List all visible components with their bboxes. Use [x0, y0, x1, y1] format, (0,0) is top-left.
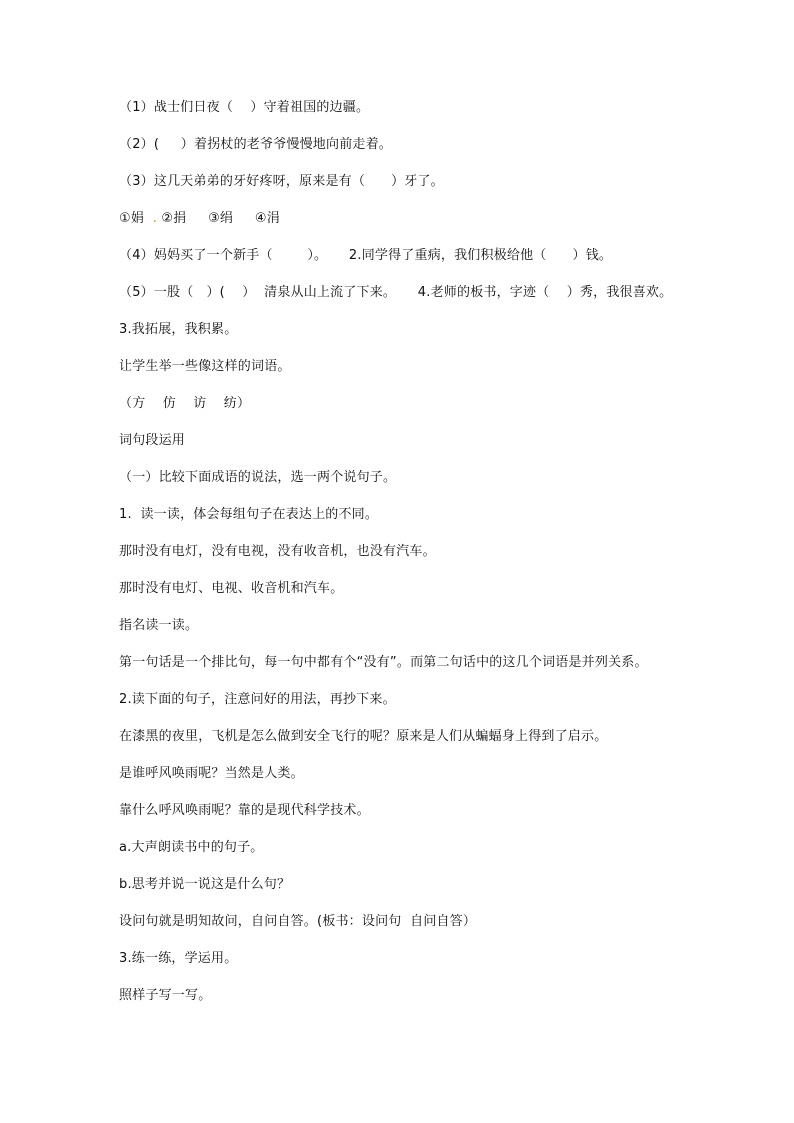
- example-sentence-1: 那时没有电灯，没有电视，没有收音机，也没有汽车。: [119, 544, 436, 559]
- question-line-3: （3）这几天弟弟的牙好疼呀，原来是有（ ）牙了。: [119, 174, 444, 189]
- section-heading-usage: 词句段运用: [119, 433, 186, 448]
- explanation-line: 第一句话是一个排比句，每一句中都有个“没有”。而第二句话中的这几个词语是并列关系。: [119, 655, 648, 670]
- example-sentence-2: 那时没有电灯、电视、收音机和汽车。: [119, 581, 344, 596]
- example-question-2: 是谁呼风唤雨呢？当然是人类。: [119, 766, 304, 781]
- exercise-1-heading: 1. 读一读，体会每组句子在表达上的不同。: [119, 507, 379, 522]
- example-question-3: 靠什么呼风唤雨呢？靠的是现代科学技术。: [119, 803, 370, 818]
- question-line-2: （2）( ）着拐杖的老爷爷慢慢地向前走着。: [119, 137, 393, 152]
- definition-line: 设问句就是明知故问，自问自答。(板书：设问句 自问自答）: [119, 914, 477, 929]
- exercise-3-heading: 3.练一练，学运用。: [119, 951, 238, 966]
- step-b: b.思考并说一说这是什么句？: [119, 877, 291, 892]
- question-line-5: （5）一股（ ）( ） 清泉从山上流了下来。 4.老师的板书，字迹（ ）秀，我很喜欢。: [119, 285, 673, 300]
- final-instruction: 照样子写一写。: [119, 988, 212, 1003]
- section-heading-extend: 3.我拓展，我积累。: [119, 322, 238, 337]
- question-line-4: （4）妈妈买了一个新手（ ）。 2.同学得了重病，我们积极给他（ ）钱。: [119, 248, 613, 263]
- word-list: （方 仿 访 纺）: [119, 396, 251, 411]
- question-line-1: （1）战士们日夜（ ）守着祖国的边疆。: [119, 100, 370, 115]
- subsection-heading-1: （一）比较下面成语的说法，选一两个说句子。: [119, 470, 397, 485]
- options-rest: ②捐 ③绢 ④涓: [161, 211, 280, 226]
- orange-marker: .: [152, 211, 158, 226]
- example-question-1: 在漆黑的夜里，飞机是怎么做到安全飞行的呢？原来是人们从蝙蝠身上得到了启示。: [119, 729, 608, 744]
- instruction-read: 指名读一读。: [119, 618, 199, 633]
- exercise-2-heading: 2.读下面的句子，注意问好的用法，再抄下来。: [119, 692, 396, 707]
- step-a: a.大声朗读书中的句子。: [119, 840, 264, 855]
- options-line: [119, 210, 719, 228]
- instruction-line: 让学生举一些像这样的词语。: [119, 359, 291, 374]
- option-1: ①娟: [119, 211, 145, 226]
